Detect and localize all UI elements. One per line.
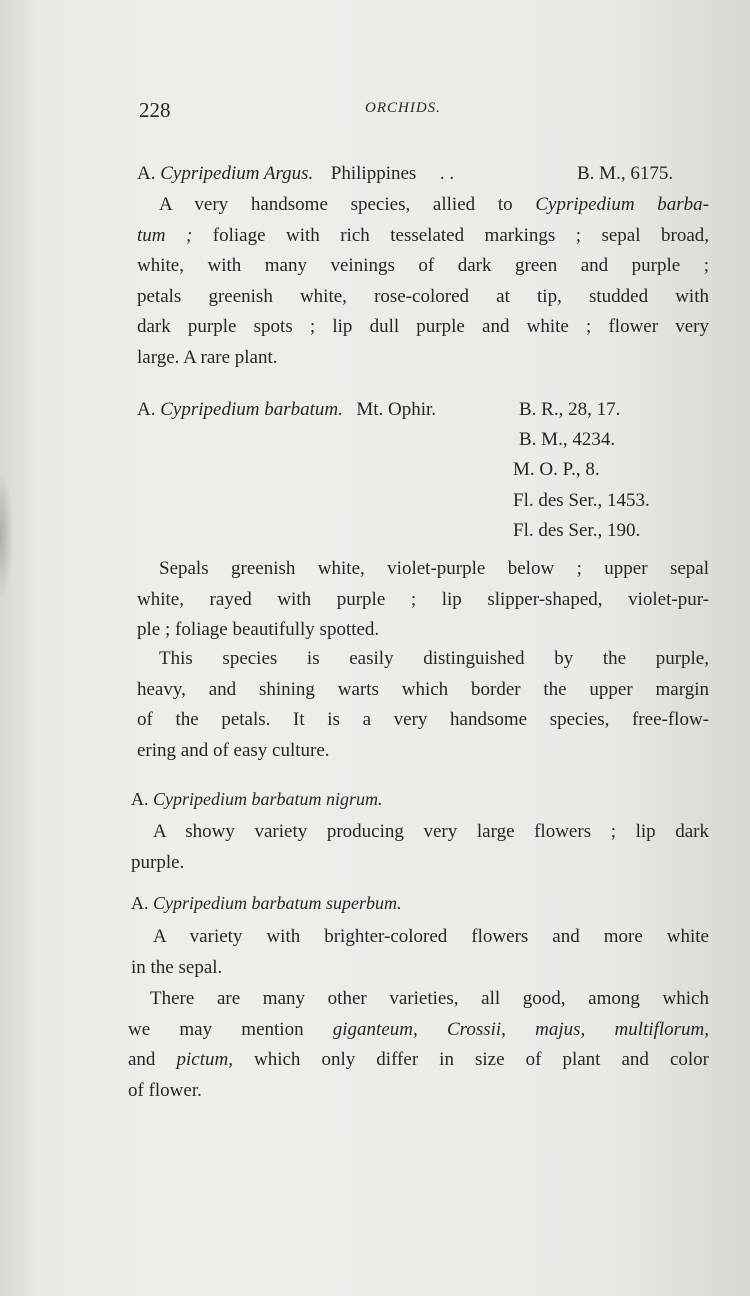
entry-locality: Philippines (330, 163, 417, 184)
entry-name: Cypripedium Argus. (160, 163, 314, 184)
paragraph-barbatum-description (137, 554, 709, 646)
paragraph-superbum-description (131, 922, 709, 983)
entry-reference: M. O. P., 8. (513, 459, 600, 480)
page-header (139, 98, 469, 122)
page-number: 228 (139, 98, 171, 122)
italic-name: majus, (535, 1018, 586, 1040)
entry-name: Cypripedium barbatum. (160, 399, 343, 420)
text-span: foliage with rich tesselated markings ; sepal broad, (192, 224, 709, 246)
text-line: purple. (131, 851, 185, 873)
paragraph-argus-description (137, 190, 709, 373)
entry-reference: B. R., 28, 17. (519, 399, 621, 420)
paragraph-nigrum-description (131, 817, 709, 878)
text-span: which only differ in size of plant and color (232, 1049, 710, 1070)
entry-name: Cypripedium barbatum nigrum. (153, 789, 383, 809)
entry-reference: Fl. des Ser., 1453. (513, 490, 650, 511)
entry-prefix: A. (137, 163, 156, 184)
entry-dots: . . (439, 163, 455, 184)
italic-name: giganteum, (332, 1018, 418, 1040)
entry-heading-nigrum (131, 789, 383, 810)
text-line: petals greenish white, rose-colored at tip, studded with (137, 285, 709, 307)
paragraph-other-varieties (128, 984, 709, 1106)
text-line: of flower. (128, 1079, 202, 1101)
italic-name: pictum, (176, 1049, 233, 1070)
text-span: and (128, 1049, 177, 1070)
entry-heading-barbatum (137, 399, 436, 421)
italic-name: multiflorum, (614, 1018, 710, 1040)
text-line: ple ; foliage beautifully spotted. (137, 619, 380, 640)
paragraph-barbatum-notes (137, 644, 709, 766)
entry-prefix: A. (137, 399, 156, 420)
text-line: large. A rare plant. (137, 346, 278, 368)
italic-name: Crossii, (446, 1018, 506, 1040)
text-span: we may mention (128, 1018, 333, 1040)
italic-name: Cypripedium barba- (535, 194, 709, 215)
text-span: Sepals greenish white, violet-purple below ; upper sepal (159, 558, 709, 579)
page-edge-shadow (0, 470, 14, 600)
text-line: of the petals. It is a very handsome species, free-flow- (137, 709, 709, 730)
text-span: There are many other varieties, all good, among which (150, 988, 709, 1009)
text-span: A variety with brighter-colored flowers and more white (153, 926, 709, 947)
text-line: heavy, and shining warts which border the upper margin (137, 678, 709, 700)
entry-heading-superbum (131, 893, 402, 914)
running-head: ORCHIDS. (365, 100, 441, 116)
entry-prefix: A. (131, 789, 149, 809)
text-line: ering and of easy culture. (137, 739, 330, 761)
text-span: A showy variety producing very large flowers ; lip dark (153, 821, 709, 842)
text-line: in the sepal. (131, 956, 223, 978)
text-line: white, with many veinings of dark green and purple ; (137, 255, 709, 276)
entry-prefix: A. (131, 893, 149, 913)
entry-reference: Fl. des Ser., 190. (513, 520, 641, 541)
text-span: This species is easily distinguished by the purple, (159, 648, 709, 669)
entry-heading-argus (137, 163, 454, 185)
entry-reference: B. M., 4234. (519, 429, 616, 450)
text-span: A very handsome species, allied to (159, 194, 536, 215)
text-line: white, rayed with purple ; lip slipper-shaped, violet-pur- (137, 588, 709, 610)
text-line: dark purple spots ; lip dull purple and white ; flower very (137, 316, 709, 337)
entry-reference: B. M., 6175. (577, 163, 674, 184)
entry-name: Cypripedium barbatum superbum. (153, 893, 402, 913)
entry-locality: Mt. Ophir. (356, 399, 437, 420)
italic-name: tum ; (137, 224, 193, 246)
